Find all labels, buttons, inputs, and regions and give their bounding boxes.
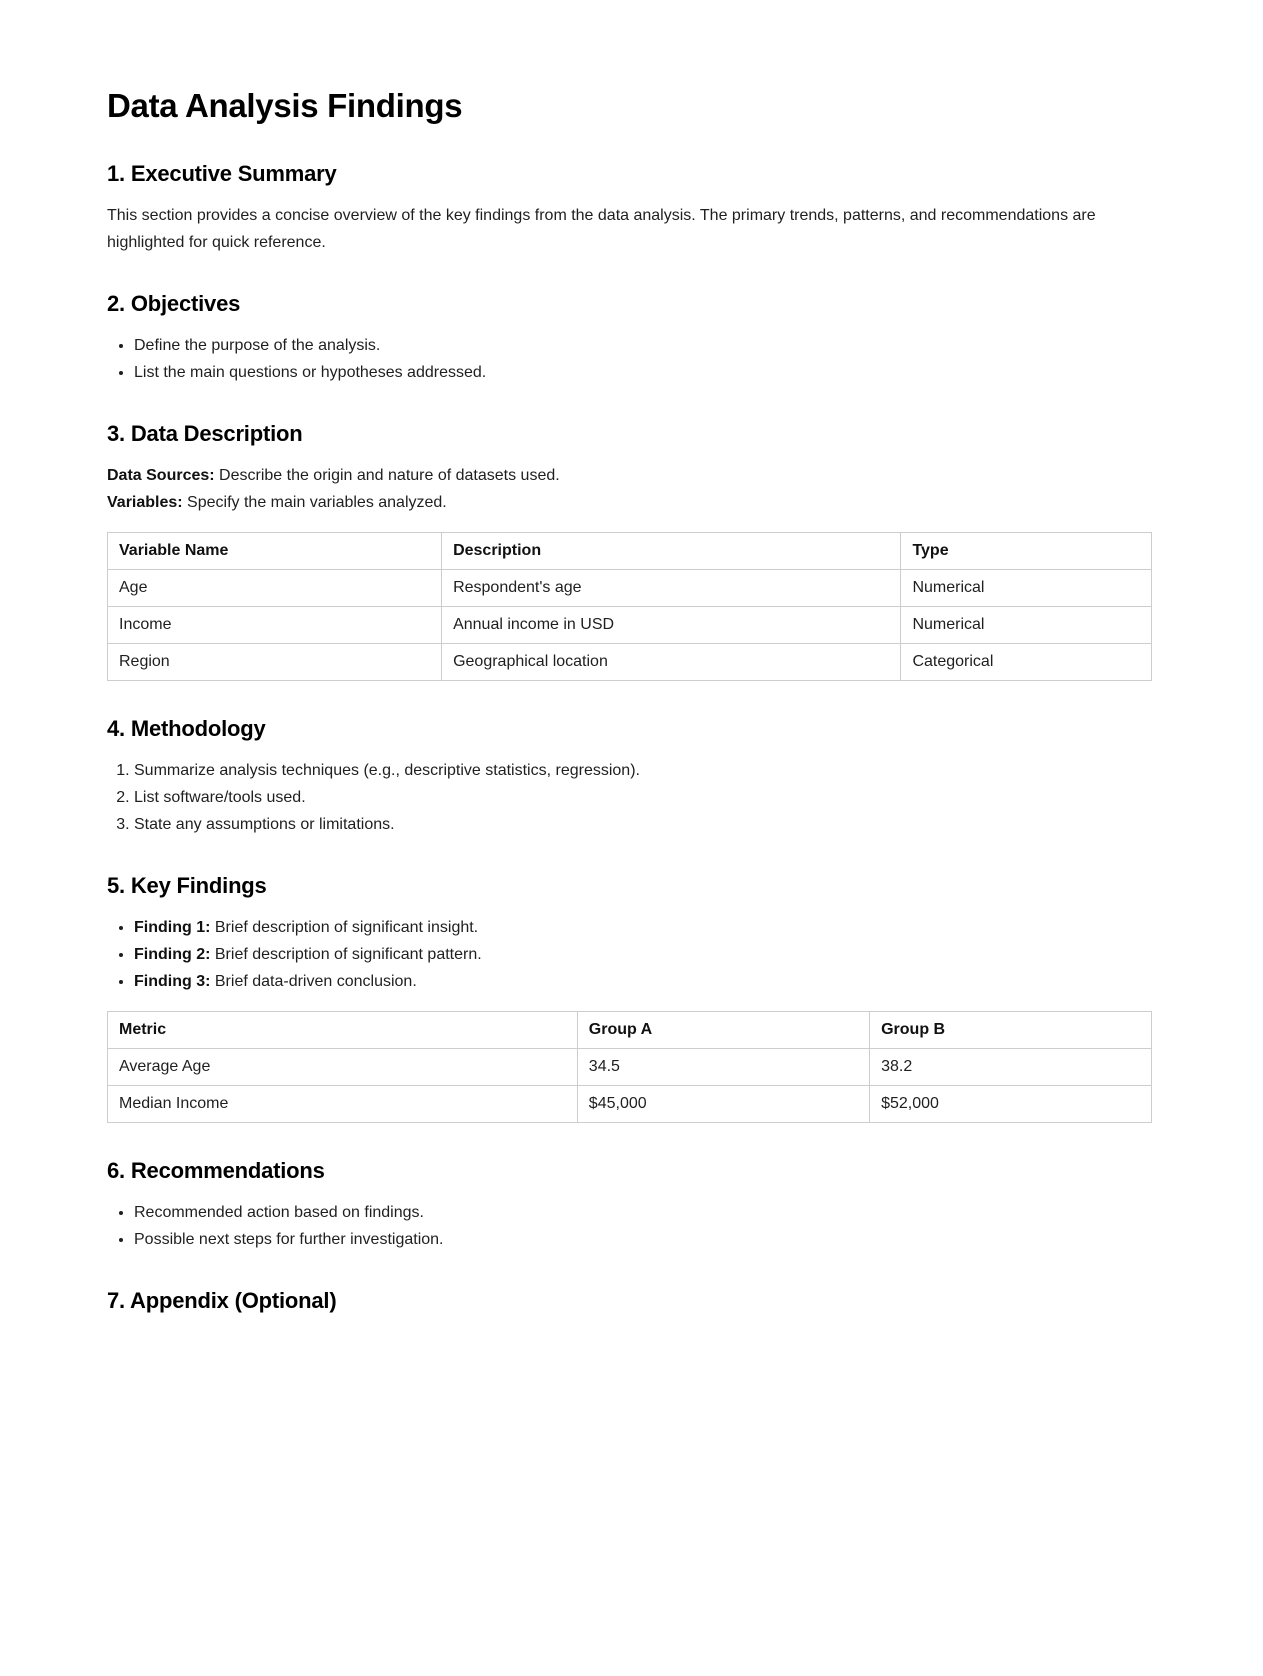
recommendations-list bbox=[107, 1199, 1152, 1253]
table-cell: Numerical bbox=[901, 607, 1152, 644]
document-title: Data Analysis Findings bbox=[107, 87, 463, 124]
list-item: 2. List software/tools used. bbox=[134, 784, 1152, 811]
table-row bbox=[108, 570, 1152, 607]
finding-text: Brief description of significant pattern. bbox=[210, 946, 482, 963]
list-item: • Recommended action based on findings. bbox=[134, 1199, 1152, 1226]
methodology-list bbox=[107, 757, 1152, 838]
table-cell: Median Income bbox=[108, 1086, 578, 1123]
section-executive-summary bbox=[107, 160, 1152, 256]
variables-table bbox=[107, 532, 1152, 681]
list-item: • Define the purpose of the analysis. bbox=[134, 332, 1152, 359]
list-item bbox=[134, 968, 1152, 995]
table-header-row bbox=[108, 533, 1152, 570]
column-header: Variable Name bbox=[108, 533, 442, 570]
variables-label: Variables: bbox=[107, 494, 183, 511]
table-row bbox=[108, 1086, 1152, 1123]
finding-text: Brief description of significant insight. bbox=[210, 919, 479, 936]
table-cell: Age bbox=[108, 570, 442, 607]
key-findings-list bbox=[107, 914, 1152, 995]
section-data-description bbox=[107, 420, 1152, 681]
table-cell: Numerical bbox=[901, 570, 1152, 607]
table-cell: 38.2 bbox=[870, 1049, 1152, 1086]
column-header: Description bbox=[442, 533, 901, 570]
section-key-findings bbox=[107, 872, 1152, 1123]
column-header: Group B bbox=[870, 1012, 1152, 1049]
column-header: Group A bbox=[577, 1012, 869, 1049]
table-cell: Region bbox=[108, 644, 442, 681]
list-item: 3. State any assumptions or limitations. bbox=[134, 811, 1152, 838]
section-appendix bbox=[107, 1287, 1152, 1315]
objectives-list bbox=[107, 332, 1152, 386]
table-cell: $45,000 bbox=[577, 1086, 869, 1123]
finding-label: Finding 3: bbox=[134, 973, 211, 990]
finding-label: Finding 2: bbox=[134, 946, 211, 963]
column-header: Metric bbox=[108, 1012, 578, 1049]
heading-appendix: 7. Appendix (Optional) bbox=[107, 1288, 337, 1313]
table-cell: $52,000 bbox=[870, 1086, 1152, 1123]
heading-data-description: 3. Data Description bbox=[107, 421, 303, 446]
data-sources-label: Data Sources: bbox=[107, 467, 215, 484]
list-item: 1. Summarize analysis techniques (e.g., descriptive statistics, regression). bbox=[134, 757, 1152, 784]
finding-label: Finding 1: bbox=[134, 919, 211, 936]
list-item: • List the main questions or hypotheses addressed. bbox=[134, 359, 1152, 386]
table-cell: Annual income in USD bbox=[442, 607, 901, 644]
table-cell: Average Age bbox=[108, 1049, 578, 1086]
section-objectives bbox=[107, 290, 1152, 386]
table-row bbox=[108, 1049, 1152, 1086]
list-item: • Possible next steps for further investigation. bbox=[134, 1226, 1152, 1253]
table-header-row bbox=[108, 1012, 1152, 1049]
table-cell: Respondent's age bbox=[442, 570, 901, 607]
table-cell: Income bbox=[108, 607, 442, 644]
table-row bbox=[108, 607, 1152, 644]
table-row bbox=[108, 644, 1152, 681]
section-recommendations bbox=[107, 1157, 1152, 1253]
heading-objectives: 2. Objectives bbox=[107, 291, 241, 316]
data-sources-text: Describe the origin and nature of datasets used. bbox=[214, 467, 560, 484]
data-description-text bbox=[107, 462, 1152, 516]
heading-key-findings: 5. Key Findings bbox=[107, 873, 267, 898]
executive-summary-text: This section provides a concise overview of the key findings from the data analysis. The primary trends, patterns, and recommendations are highlighted for quick reference. bbox=[107, 207, 1096, 251]
variables-text: Specify the main variables analyzed. bbox=[182, 494, 447, 511]
list-item bbox=[134, 941, 1152, 968]
section-methodology bbox=[107, 715, 1152, 838]
table-cell: Categorical bbox=[901, 644, 1152, 681]
heading-methodology: 4. Methodology bbox=[107, 716, 266, 741]
heading-recommendations: 6. Recommendations bbox=[107, 1158, 325, 1183]
table-cell: 34.5 bbox=[577, 1049, 869, 1086]
table-cell: Geographical location bbox=[442, 644, 901, 681]
list-item bbox=[134, 914, 1152, 941]
column-header: Type bbox=[901, 533, 1152, 570]
finding-text: Brief data-driven conclusion. bbox=[210, 973, 417, 990]
heading-executive-summary: 1. Executive Summary bbox=[107, 161, 337, 186]
metrics-table bbox=[107, 1011, 1152, 1123]
